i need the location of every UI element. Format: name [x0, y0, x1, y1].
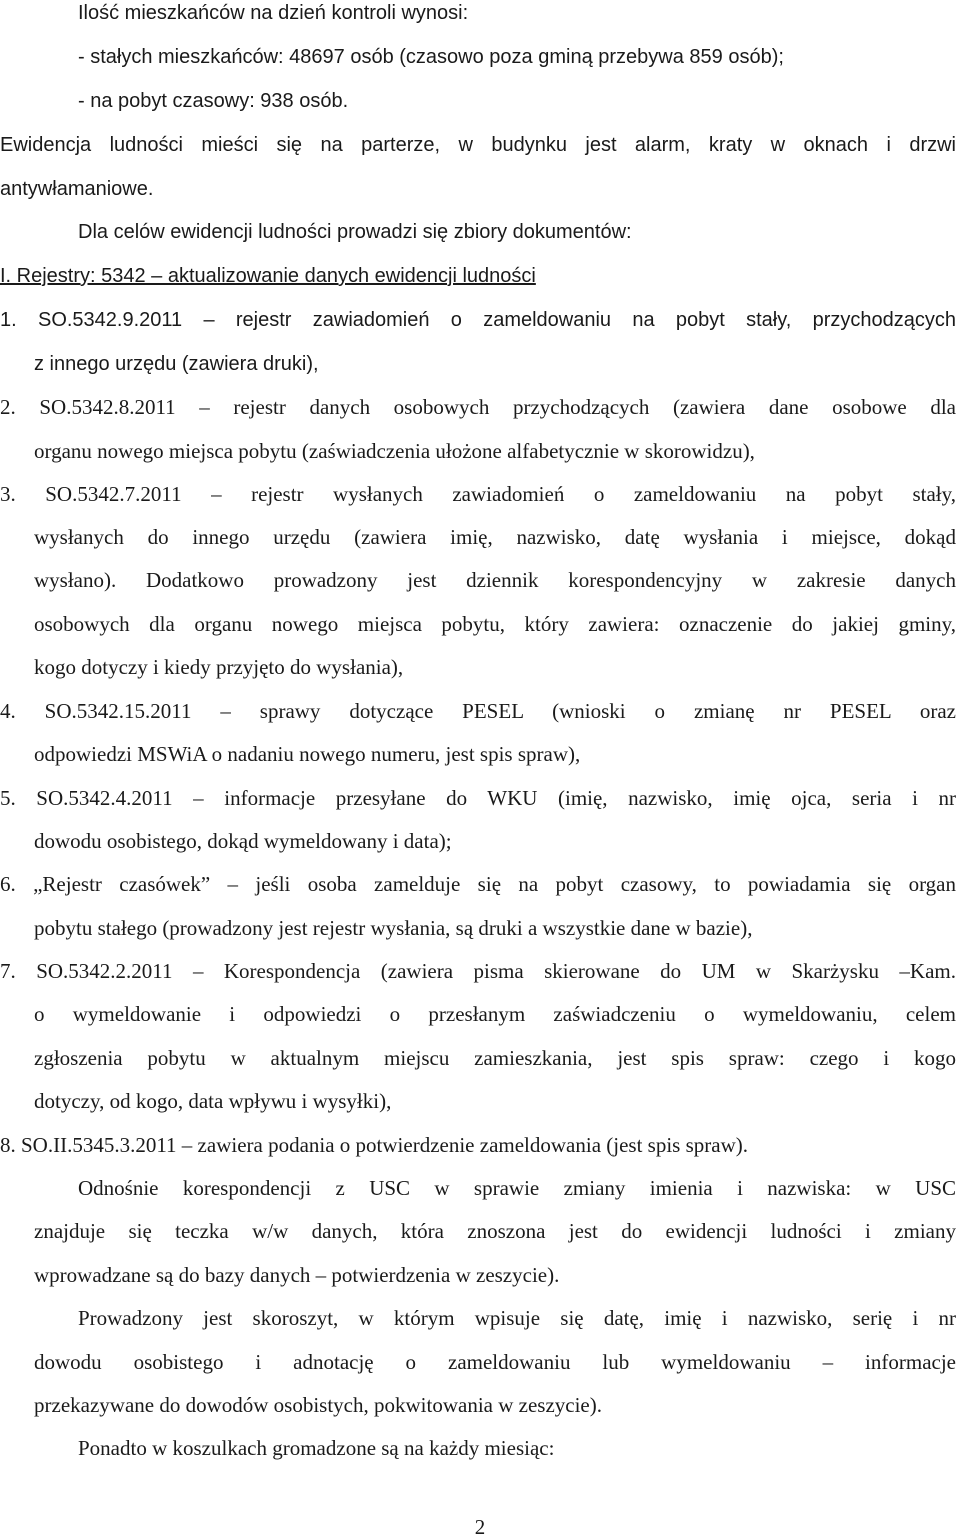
paragraph-line: Odnośnie korespondencji z USC w sprawie zmiany imienia i nazwiska: w USC: [78, 1176, 956, 1200]
list-item: 5. SO.5342.4.2011 – informacje przesyłane do WKU (imię, nazwisko, imię ojca, seria i nr: [0, 786, 956, 810]
list-item: 8. SO.II.5345.3.2011 – zawiera podania o potwierdzenie zameldowania (jest spis spraw).: [0, 1133, 749, 1157]
list-item: 1. SO.5342.9.2011 – rejestr zawiadomień o zameldowaniu na pobyt stały, przychodzących: [0, 309, 956, 331]
list-item-continuation: wysłano). Dodatkowo prowadzony jest dziennik korespondencyjny w zakresie danych: [34, 568, 956, 592]
list-item: 4. SO.5342.15.2011 – sprawy dotyczące PESEL (wnioski o zmianę nr PESEL oraz: [0, 699, 956, 723]
paragraph-line: Prowadzony jest skoroszyt, w którym wpisuje się datę, imię i nazwisko, serię i nr: [78, 1306, 956, 1330]
list-item-continuation: wysłanych do innego urzędu (zawiera imię, nazwisko, datę wysłania i miejsce, dokąd: [34, 525, 956, 549]
list-item-continuation: dowodu osobistego, dokąd wymeldowany i data);: [34, 829, 452, 853]
list-item-continuation: odpowiedzi MSWiA o nadaniu nowego numeru, jest spis spraw),: [34, 742, 581, 766]
paragraph-line: - na pobyt czasowy: 938 osób.: [78, 90, 349, 112]
paragraph-line: wprowadzane są do bazy danych – potwierdzenia w zeszycie).: [34, 1263, 560, 1287]
list-item-continuation: osobowych dla organu nowego miejsca pobytu, który zawiera: oznaczenie do jakiej gminy,: [34, 612, 956, 636]
paragraph-line: Ewidencja ludności mieści się na parterze, w budynku jest alarm, kraty w oknach i drzwi: [0, 134, 956, 156]
paragraph-line: Ponadto w koszulkach gromadzone są na każdy miesiąc:: [78, 1436, 555, 1460]
paragraph-line: dowodu osobistego i adnotację o zameldowaniu lub wymeldowaniu – informacje: [34, 1350, 956, 1374]
paragraph-line: przekazywane do dowodów osobistych, pokwitowania w zeszycie).: [34, 1393, 602, 1417]
paragraph-line: Dla celów ewidencji ludności prowadzi się zbiory dokumentów:: [78, 221, 632, 243]
list-item: 3. SO.5342.7.2011 – rejestr wysłanych zawiadomień o zameldowaniu na pobyt stały,: [0, 482, 956, 506]
paragraph-line: antywłamaniowe.: [0, 178, 154, 200]
list-item-continuation: organu nowego miejsca pobytu (zaświadczenia ułożone alfabetycznie w skorowidzu),: [34, 439, 755, 463]
paragraph-line: Ilość mieszkańców na dzień kontroli wynosi:: [78, 2, 469, 24]
section-heading: I. Rejestry: 5342 – aktualizowanie danych ewidencji ludności: [0, 265, 536, 287]
list-item: 7. SO.5342.2.2011 – Korespondencja (zawiera pisma skierowane do UM w Skarżysku –Kam.: [0, 959, 956, 983]
paragraph-line: - stałych mieszkańców: 48697 osób (czasowo poza gminą przebywa 859 osób);: [78, 46, 784, 68]
list-item-continuation: z innego urzędu (zawiera druki),: [34, 353, 319, 375]
list-item-continuation: pobytu stałego (prowadzony jest rejestr wysłania, są druki a wszystkie dane w bazie),: [34, 916, 753, 940]
list-item-continuation: kogo dotyczy i kiedy przyjęto do wysłania),: [34, 655, 404, 679]
list-item-continuation: zgłoszenia pobytu w aktualnym miejscu zamieszkania, jest spis spraw: czego i kogo: [34, 1046, 956, 1070]
page-number: 2: [474, 1515, 486, 1539]
list-item: 6. „Rejestr czasówek” – jeśli osoba zamelduje się na pobyt czasowy, to powiadamia się organ: [0, 872, 956, 896]
list-item: 2. SO.5342.8.2011 – rejestr danych osobowych przychodzących (zawiera dane osobowe dla: [0, 395, 956, 419]
paragraph-line: znajduje się teczka w/w danych, która znoszona jest do ewidencji ludności i zmiany: [34, 1219, 956, 1243]
list-item-continuation: dotyczy, od kogo, data wpływu i wysyłki),: [34, 1089, 392, 1113]
list-item-continuation: o wymeldowanie i odpowiedzi o przesłanym zaświadczeniu o wymeldowaniu, celem: [34, 1002, 956, 1026]
